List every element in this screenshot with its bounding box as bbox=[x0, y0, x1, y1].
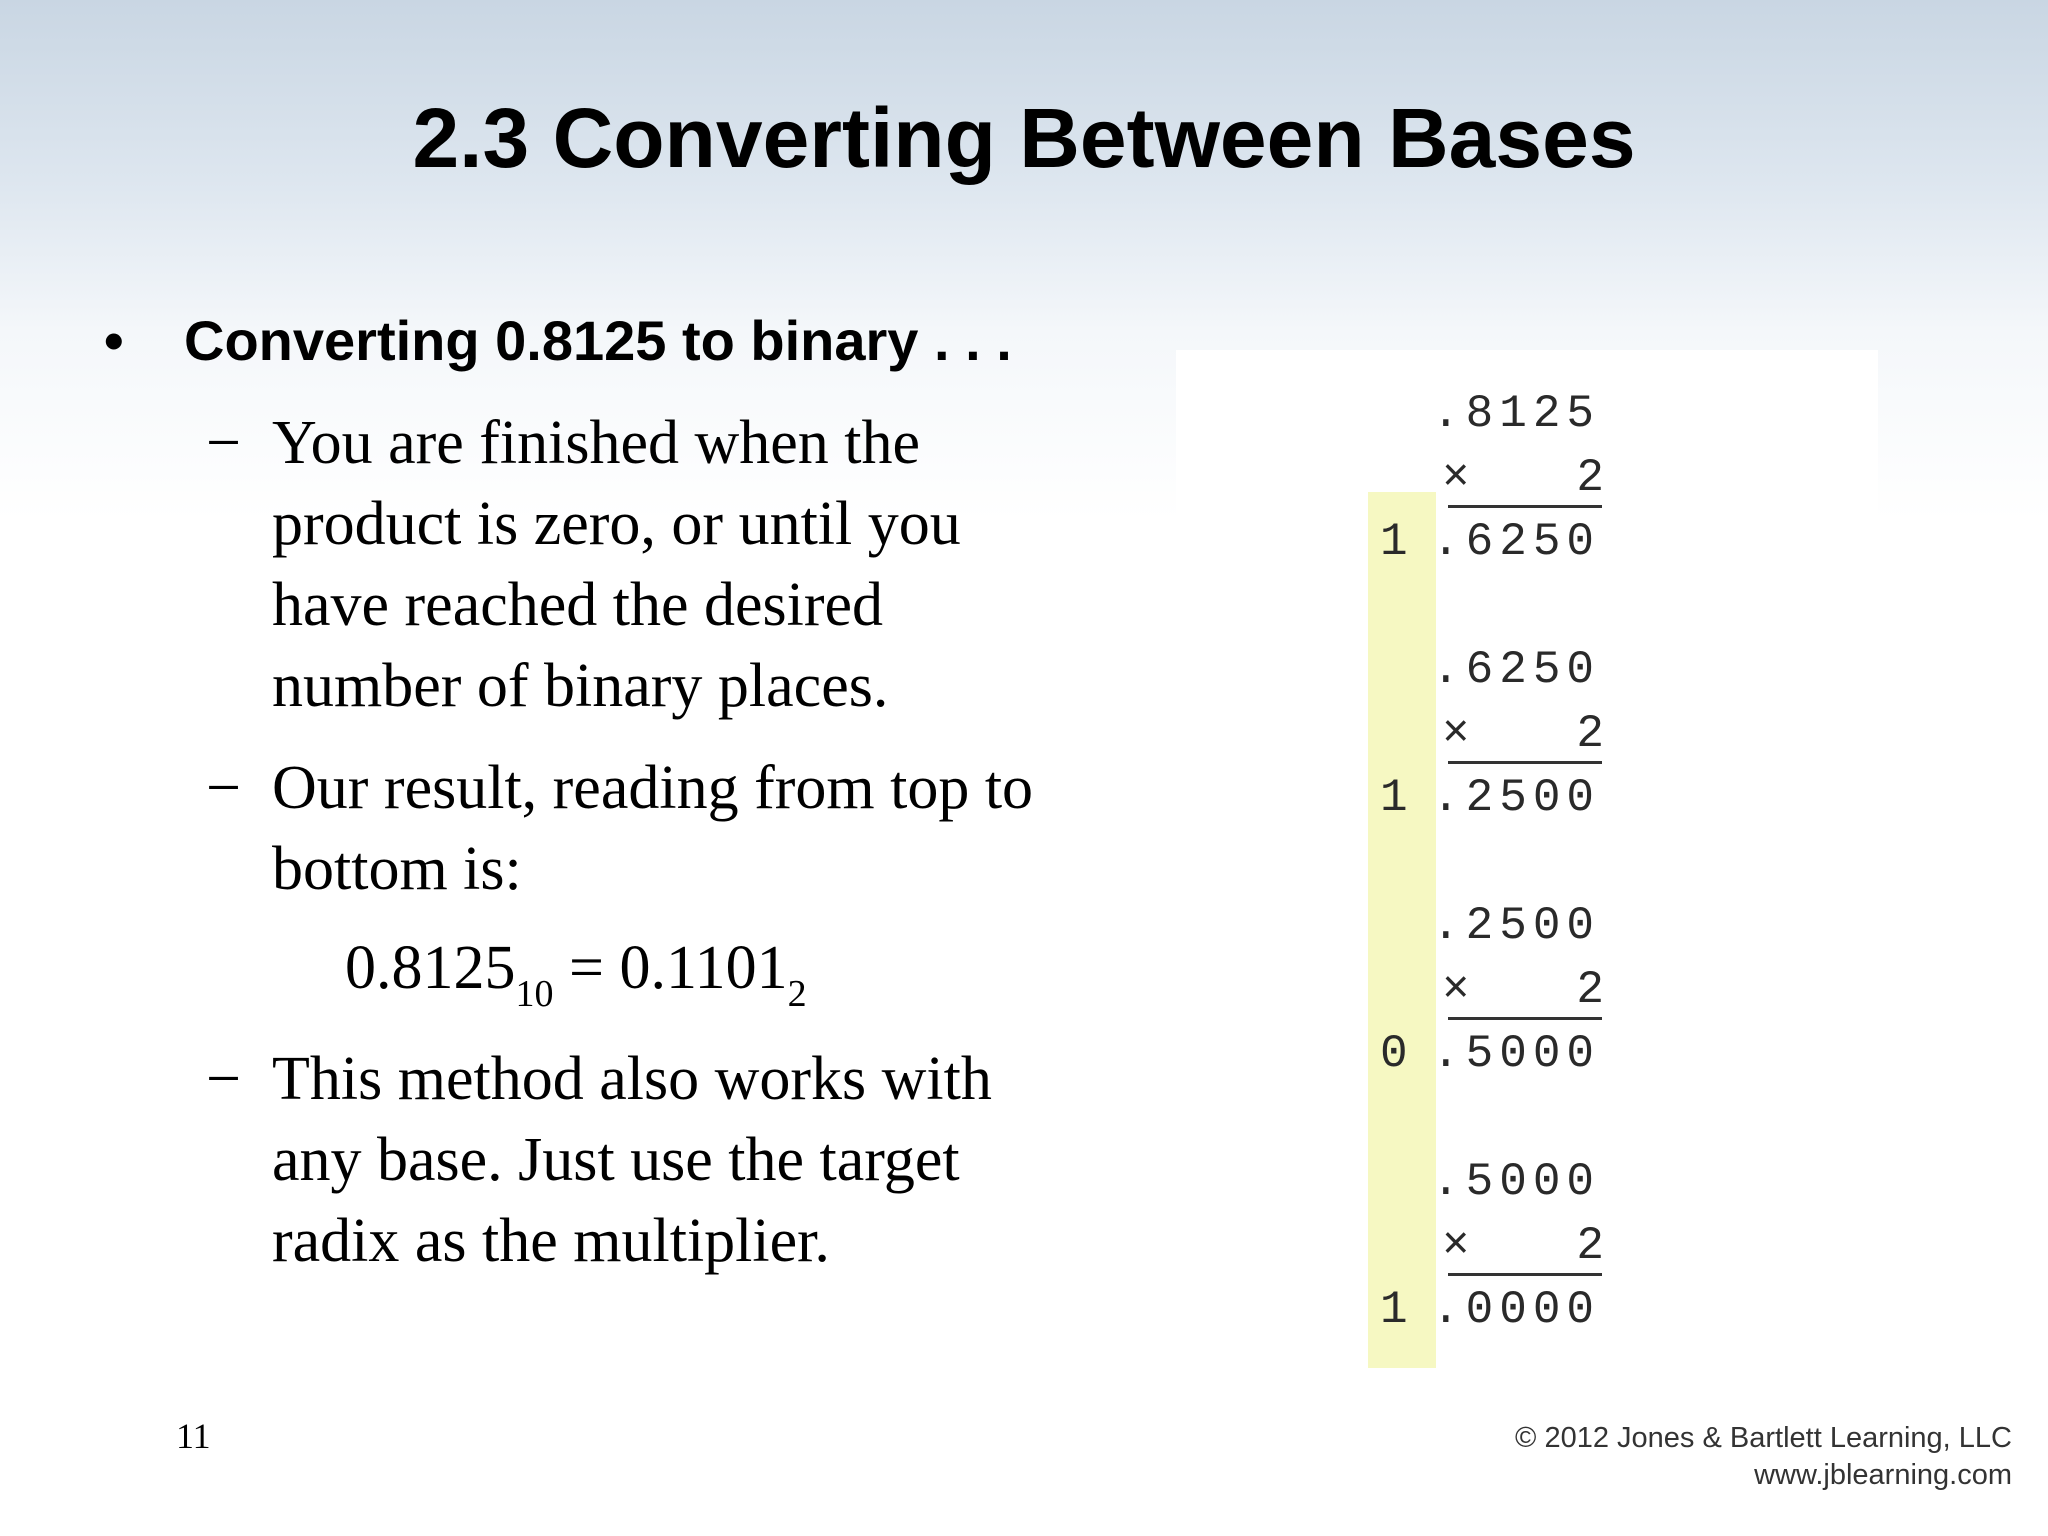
equation-rhs: 0.1101 bbox=[619, 934, 788, 1002]
product-fraction: .6250 bbox=[1432, 516, 1601, 568]
multiplier: × 2 bbox=[1442, 1220, 1611, 1272]
publisher-url: www.jblearning.com bbox=[1754, 1459, 2012, 1491]
multiplicand: .8125 bbox=[1432, 388, 1601, 440]
sub-point-line: have reached the desired bbox=[272, 571, 884, 639]
multiplicand: .5000 bbox=[1432, 1156, 1601, 1208]
multiplier: × 2 bbox=[1442, 452, 1611, 504]
product-rule bbox=[1448, 1017, 1602, 1020]
sub-point-line: radix as the multiplier. bbox=[272, 1207, 830, 1275]
equation-lhs-base: 10 bbox=[515, 973, 554, 1015]
copyright-line: © 2012 Jones & Bartlett Learning, LLC bbox=[1515, 1422, 2012, 1454]
copyright bbox=[1515, 1420, 2012, 1494]
multiplier: × 2 bbox=[1442, 964, 1611, 1016]
sub-point-line: bottom is: bbox=[272, 835, 522, 903]
product-fraction: .2500 bbox=[1432, 772, 1601, 824]
product-fraction: .5000 bbox=[1432, 1028, 1601, 1080]
product-fraction: .0000 bbox=[1432, 1284, 1601, 1336]
product-integer: 1 bbox=[1380, 516, 1414, 568]
calc-step-3 bbox=[1380, 899, 1610, 1089]
equation-rhs-base: 2 bbox=[787, 973, 807, 1015]
sub-point-line: Our result, reading from top to bbox=[272, 754, 1034, 822]
product-integer: 1 bbox=[1380, 1284, 1414, 1336]
dash-marker: − bbox=[206, 754, 241, 822]
product-rule bbox=[1448, 761, 1602, 764]
bullet-text: Converting 0.8125 to binary . . . bbox=[184, 309, 1012, 372]
product-rule bbox=[1448, 1273, 1602, 1276]
multiplicand: .6250 bbox=[1432, 644, 1601, 696]
page-number: 11 bbox=[176, 1416, 211, 1456]
dash-marker: − bbox=[206, 409, 241, 477]
sub-point-line: This method also works with bbox=[272, 1045, 992, 1113]
dash-marker: − bbox=[206, 1045, 241, 1113]
sub-point-line: number of binary places. bbox=[272, 652, 889, 720]
product-rule bbox=[1448, 505, 1602, 508]
equation-equals: = bbox=[553, 934, 620, 1002]
result-equation bbox=[345, 928, 807, 1015]
sub-point-line: You are finished when the bbox=[272, 409, 921, 477]
sub-point-line: product is zero, or until you bbox=[272, 490, 961, 558]
slide-title: 2.3 Converting Between Bases bbox=[412, 91, 1636, 185]
multiplier: × 2 bbox=[1442, 708, 1611, 760]
product-integer: 1 bbox=[1380, 772, 1414, 824]
equation-lhs: 0.8125 bbox=[345, 934, 516, 1002]
calc-step-1 bbox=[1380, 387, 1610, 577]
multiplicand: .2500 bbox=[1432, 900, 1601, 952]
sub-point-line: any base. Just use the target bbox=[272, 1126, 960, 1194]
bullet-dot: • bbox=[104, 309, 124, 372]
calc-step-2 bbox=[1380, 643, 1610, 833]
product-integer: 0 bbox=[1380, 1028, 1414, 1080]
calc-step-4 bbox=[1380, 1155, 1610, 1345]
